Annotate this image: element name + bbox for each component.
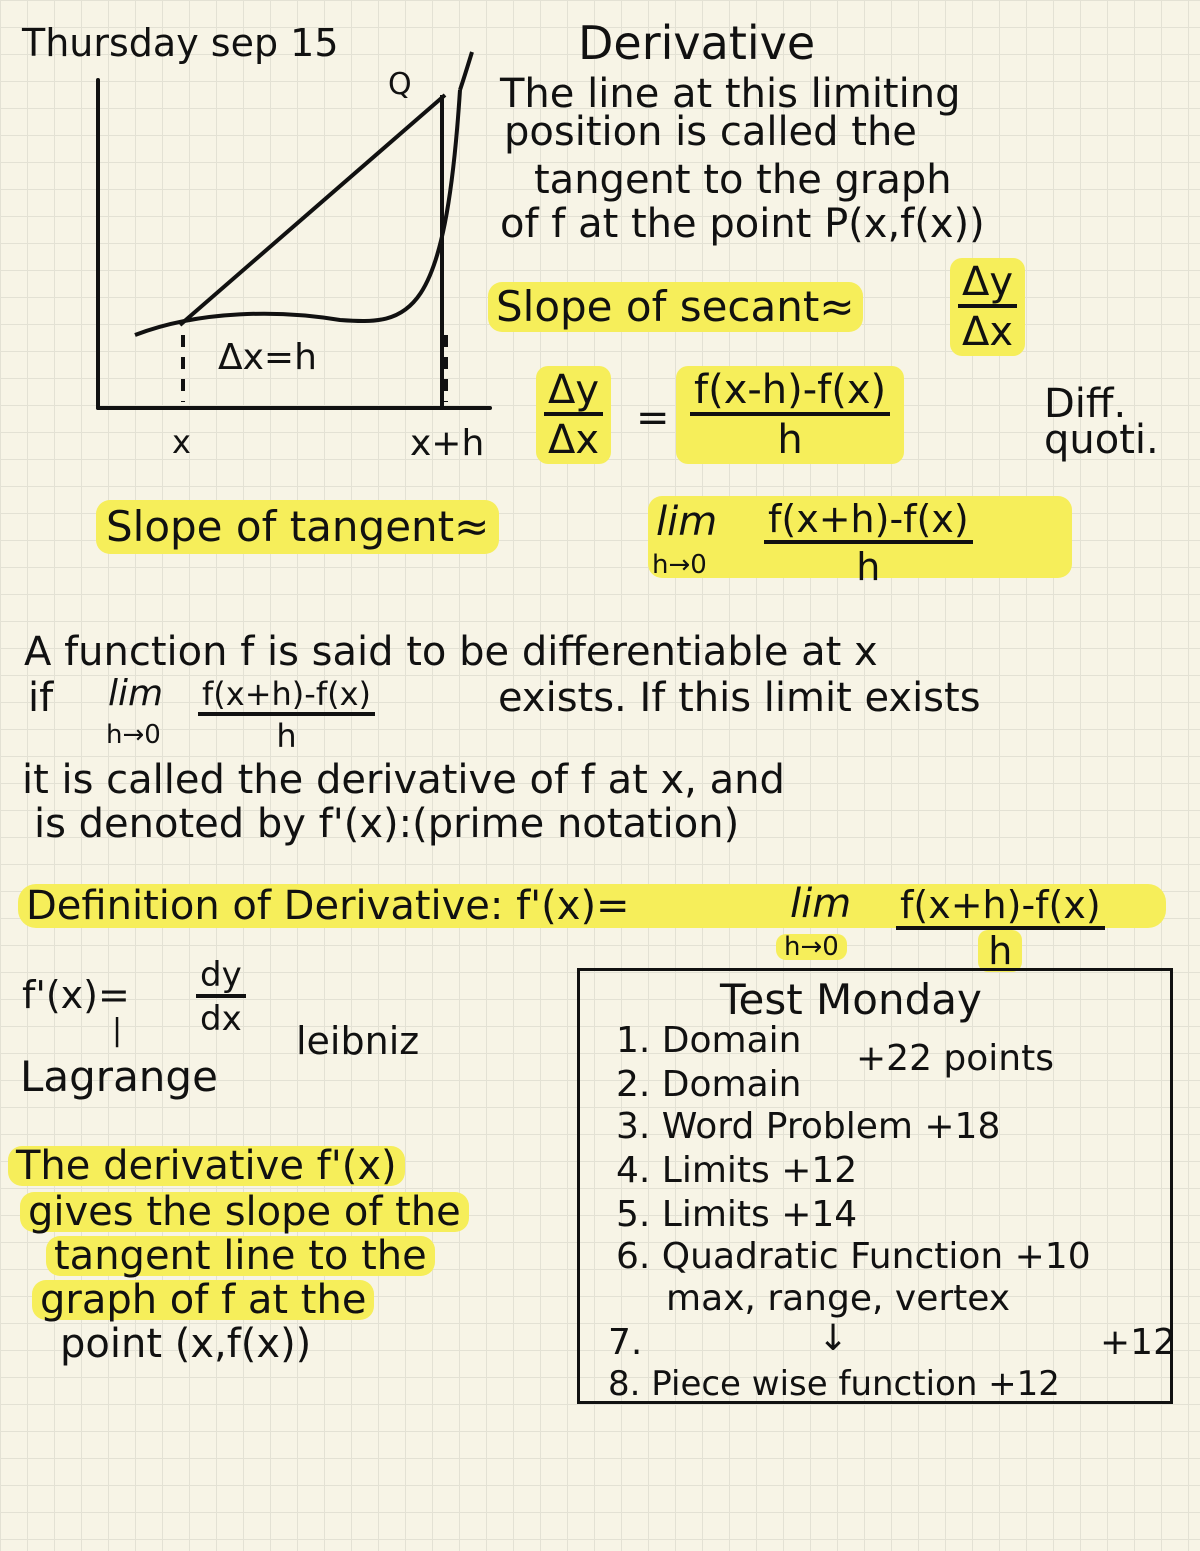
notation-numerator: dy [196, 958, 246, 998]
differentiable-lim-subscript: h→0 [106, 720, 161, 750]
test-item: 5. Limits +14 [616, 1194, 858, 1235]
test-item: 8. Piece wise function +12 [608, 1364, 1060, 1404]
definition-label: Definition of Derivative: f'(x)= [26, 883, 630, 929]
test-item: 1. Domain [616, 1020, 802, 1061]
definition-denominator: h [978, 930, 1022, 972]
point-q-label: Q [388, 67, 412, 102]
dq-equals: = [636, 395, 670, 441]
page-title: Derivative [578, 16, 816, 70]
dq-rhs-numerator: f(x-h)-f(x) [690, 370, 890, 416]
differentiable-line4: is denoted by f'(x):(prime notation) [34, 801, 740, 847]
dq-rhs-denominator: h [777, 417, 803, 463]
notation-denominator: dx [200, 999, 242, 1039]
definition-fraction [896, 883, 1105, 973]
summary-line: graph of f at the [32, 1280, 374, 1320]
domain-points: +22 points [856, 1038, 1054, 1079]
differentiable-lim: lim [108, 673, 164, 714]
test-item: 7. [608, 1322, 643, 1363]
delta-x-label: Δx=h [218, 337, 317, 378]
summary-line: The derivative f'(x) [8, 1146, 405, 1186]
test-title: Test Monday [720, 975, 982, 1024]
intro-line: The line at this limiting [500, 71, 961, 117]
summary-line: point (x,f(x)) [60, 1321, 312, 1367]
test-item: 4. Limits +12 [616, 1150, 858, 1191]
definition-lim: lim [790, 881, 852, 927]
intro-line: position is called the [504, 109, 917, 155]
differentiable-line1: A function f is said to be differentiable at x [24, 629, 878, 675]
definition-lim-subscript: h→0 [776, 934, 847, 960]
dq-lhs-numerator: Δy [544, 370, 603, 416]
test-item: max, range, vertex [666, 1278, 1011, 1319]
dq-note-line2: quoti. [1044, 417, 1159, 463]
date-heading: Thursday sep 15 [22, 21, 339, 65]
tangent-numerator: f(x+h)-f(x) [764, 500, 973, 544]
summary-line: gives the slope of the [20, 1192, 469, 1232]
differentiable-if: if [28, 675, 54, 721]
dq-lhs-fraction [536, 366, 611, 464]
differentiable-fraction [198, 675, 375, 755]
dq-note-line1: Diff. [1044, 381, 1127, 427]
intro-line: tangent to the graph [534, 157, 952, 203]
xh-label: x+h [410, 423, 485, 464]
tangent-denominator: h [856, 545, 881, 589]
lagrange-tick: | [112, 1013, 123, 1048]
dq-lhs-denominator: Δx [548, 417, 600, 463]
notation-fraction [196, 955, 246, 1039]
secant-line [180, 95, 445, 325]
dq-rhs-fraction [676, 366, 904, 464]
tangent-lim-subscript: h→0 [652, 550, 707, 580]
summary-line: tangent line to the [46, 1236, 435, 1276]
tangent-lim: lim [656, 499, 718, 545]
secant-tangent-graph [80, 40, 500, 464]
tangent-slope-label: Slope of tangent≈ [96, 500, 499, 554]
function-curve-tail [460, 52, 472, 90]
secant-numerator: Δy [958, 262, 1017, 308]
test-item: 2. Domain [616, 1064, 802, 1105]
definition-numerator: f(x+h)-f(x) [896, 886, 1105, 930]
differentiable-line3: it is called the derivative of f at x, and [22, 757, 785, 803]
secant-fraction [950, 258, 1025, 356]
differentiable-line2-post: exists. If this limit exists [498, 675, 981, 721]
x-label: x [172, 423, 191, 461]
differentiable-numerator: f(x+h)-f(x) [198, 678, 375, 716]
test-item: 3. Word Problem +18 [616, 1106, 1001, 1147]
item7-points: +12 [1100, 1322, 1176, 1363]
secant-slope-label: Slope of secant≈ [488, 282, 863, 332]
lagrange-label: Lagrange [20, 1052, 218, 1101]
intro-line: of f at the point P(x,f(x)) [500, 201, 985, 247]
test-monday-box [577, 968, 1176, 1404]
notation-lhs: f'(x)= [22, 973, 130, 1017]
arrow-down-icon: ↓ [818, 1318, 849, 1359]
test-item: 6. Quadratic Function +10 [616, 1236, 1091, 1277]
differentiable-denominator: h [276, 717, 297, 755]
secant-denominator: Δx [962, 309, 1014, 355]
leibniz-label: leibniz [296, 1019, 420, 1063]
tangent-fraction [764, 497, 973, 589]
